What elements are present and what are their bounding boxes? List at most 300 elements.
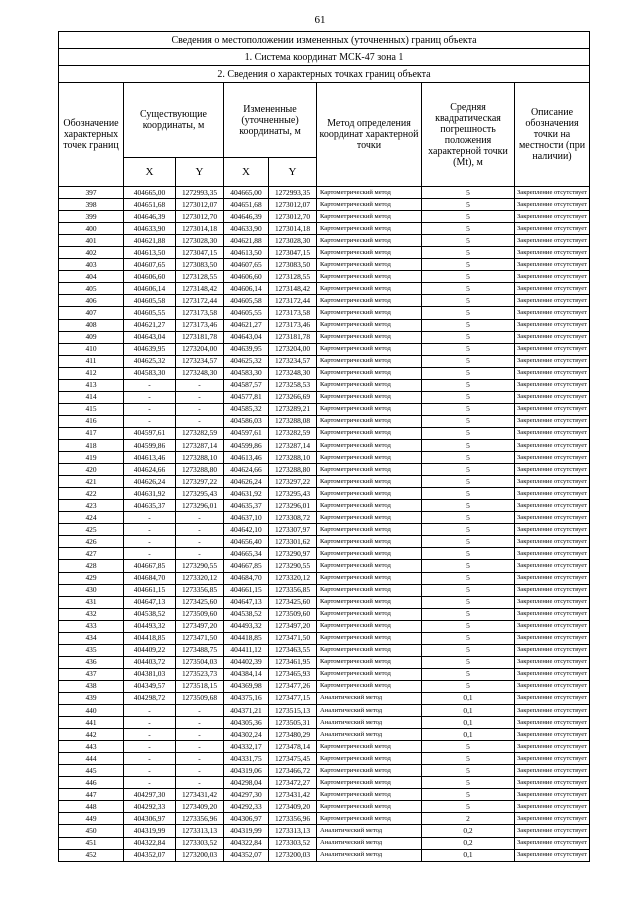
method-cell: Картометрический метод bbox=[317, 524, 422, 536]
coordinate-system-title: 1. Система координат МСК-47 зона 1 bbox=[59, 49, 590, 66]
existing-y-cell: 1273509,68 bbox=[176, 692, 224, 704]
error-cell: 5 bbox=[422, 331, 515, 343]
error-cell: 5 bbox=[422, 560, 515, 572]
changed-y-cell: 1273471,50 bbox=[269, 632, 317, 644]
point-number-cell: 436 bbox=[59, 656, 124, 668]
error-cell: 0,1 bbox=[422, 705, 515, 717]
description-cell: Закрепление отсутствует bbox=[515, 259, 590, 271]
table-row bbox=[59, 331, 590, 343]
changed-x-cell: 404605,58 bbox=[224, 295, 269, 307]
existing-y-cell: - bbox=[176, 379, 224, 391]
description-cell: Закрепление отсутствует bbox=[515, 476, 590, 488]
changed-y-cell: 1273480,29 bbox=[269, 729, 317, 741]
existing-x-cell: 404607,65 bbox=[124, 259, 176, 271]
table-row bbox=[59, 367, 590, 379]
point-number-cell: 426 bbox=[59, 536, 124, 548]
method-cell: Картометрический метод bbox=[317, 464, 422, 476]
changed-x-cell: 404625,32 bbox=[224, 355, 269, 367]
point-number-cell: 425 bbox=[59, 524, 124, 536]
error-cell: 5 bbox=[422, 777, 515, 789]
method-cell: Аналитический метод bbox=[317, 849, 422, 861]
error-cell: 5 bbox=[422, 439, 515, 451]
table-row bbox=[59, 439, 590, 451]
existing-x-cell: 404409,22 bbox=[124, 644, 176, 656]
changed-y-cell: 1273083,50 bbox=[269, 259, 317, 271]
changed-y-cell: 1273478,14 bbox=[269, 741, 317, 753]
point-number-cell: 417 bbox=[59, 427, 124, 439]
existing-x-cell: - bbox=[124, 403, 176, 415]
table-row bbox=[59, 512, 590, 524]
existing-y-cell: 1273320,12 bbox=[176, 572, 224, 584]
description-cell: Закрепление отсутствует bbox=[515, 717, 590, 729]
table-row bbox=[59, 343, 590, 355]
table-row bbox=[59, 753, 590, 765]
error-cell: 5 bbox=[422, 656, 515, 668]
existing-y-cell: 1273234,57 bbox=[176, 355, 224, 367]
table-row bbox=[59, 464, 590, 476]
existing-y-cell: - bbox=[176, 741, 224, 753]
existing-x-cell: 404493,32 bbox=[124, 620, 176, 632]
method-cell: Картометрический метод bbox=[317, 548, 422, 560]
description-cell: Закрепление отсутствует bbox=[515, 403, 590, 415]
method-cell: Картометрический метод bbox=[317, 403, 422, 415]
changed-y-cell: 1273173,58 bbox=[269, 307, 317, 319]
method-cell: Картометрический метод bbox=[317, 512, 422, 524]
existing-y-cell: - bbox=[176, 717, 224, 729]
existing-y-cell: 1273012,07 bbox=[176, 199, 224, 211]
description-cell: Закрепление отсутствует bbox=[515, 379, 590, 391]
point-number-cell: 419 bbox=[59, 452, 124, 464]
error-cell: 5 bbox=[422, 548, 515, 560]
changed-y-cell: 1273248,30 bbox=[269, 367, 317, 379]
error-cell: 5 bbox=[422, 584, 515, 596]
table-row bbox=[59, 729, 590, 741]
description-header: Описание обозначения точки на местности (при наличии) bbox=[515, 83, 590, 187]
error-cell: 5 bbox=[422, 235, 515, 247]
description-cell: Закрепление отсутствует bbox=[515, 765, 590, 777]
point-number-cell: 402 bbox=[59, 247, 124, 259]
changed-y-cell: 1273307,97 bbox=[269, 524, 317, 536]
error-cell: 5 bbox=[422, 680, 515, 692]
table-row bbox=[59, 572, 590, 584]
point-number-cell: 424 bbox=[59, 512, 124, 524]
existing-y-cell: - bbox=[176, 705, 224, 717]
changed-y-cell: 1273296,01 bbox=[269, 500, 317, 512]
point-number-cell: 414 bbox=[59, 391, 124, 403]
changed-y-cell: 1273287,14 bbox=[269, 439, 317, 451]
description-cell: Закрепление отсутствует bbox=[515, 632, 590, 644]
description-cell: Закрепление отсутствует bbox=[515, 427, 590, 439]
method-cell: Картометрический метод bbox=[317, 572, 422, 584]
table-row bbox=[59, 717, 590, 729]
table-row bbox=[59, 247, 590, 259]
point-number-cell: 437 bbox=[59, 668, 124, 680]
existing-x-cell: 404633,90 bbox=[124, 223, 176, 235]
changed-y-cell: 1273173,46 bbox=[269, 319, 317, 331]
description-cell: Закрепление отсутствует bbox=[515, 849, 590, 861]
existing-x-cell: 404665,00 bbox=[124, 187, 176, 199]
table-row bbox=[59, 560, 590, 572]
error-cell: 5 bbox=[422, 789, 515, 801]
table-row bbox=[59, 789, 590, 801]
existing-x-cell: 404322,84 bbox=[124, 837, 176, 849]
error-cell: 5 bbox=[422, 765, 515, 777]
changed-x-cell: 404411,12 bbox=[224, 644, 269, 656]
description-cell: Закрепление отсутствует bbox=[515, 596, 590, 608]
existing-x-cell: 404599,86 bbox=[124, 439, 176, 451]
method-cell: Картометрический метод bbox=[317, 741, 422, 753]
existing-x-cell: 404297,30 bbox=[124, 789, 176, 801]
existing-y-cell: - bbox=[176, 524, 224, 536]
changed-y-cell: 1273288,80 bbox=[269, 464, 317, 476]
description-cell: Закрепление отсутствует bbox=[515, 247, 590, 259]
error-cell: 5 bbox=[422, 596, 515, 608]
point-number-cell: 415 bbox=[59, 403, 124, 415]
changed-y-cell: 1273266,69 bbox=[269, 391, 317, 403]
table-row bbox=[59, 259, 590, 271]
point-number-cell: 450 bbox=[59, 825, 124, 837]
table-row bbox=[59, 271, 590, 283]
existing-y-cell: 1273012,70 bbox=[176, 211, 224, 223]
existing-x-cell: - bbox=[124, 705, 176, 717]
changed-x-cell: 404643,04 bbox=[224, 331, 269, 343]
changed-y-cell: 1273181,78 bbox=[269, 331, 317, 343]
existing-y-cell: - bbox=[176, 729, 224, 741]
point-number-cell: 420 bbox=[59, 464, 124, 476]
description-cell: Закрепление отсутствует bbox=[515, 295, 590, 307]
description-cell: Закрепление отсутствует bbox=[515, 644, 590, 656]
point-number-cell: 407 bbox=[59, 307, 124, 319]
changed-y-cell: 1273477,26 bbox=[269, 680, 317, 692]
existing-y-cell: 1273173,46 bbox=[176, 319, 224, 331]
changed-y-cell: 1273356,96 bbox=[269, 813, 317, 825]
existing-y-cell: 1272993,35 bbox=[176, 187, 224, 199]
point-number-cell: 443 bbox=[59, 741, 124, 753]
existing-y-cell: - bbox=[176, 512, 224, 524]
existing-y-cell: - bbox=[176, 403, 224, 415]
changed-x-cell: 404605,55 bbox=[224, 307, 269, 319]
table-row bbox=[59, 223, 590, 235]
changed-y-cell: 1273258,53 bbox=[269, 379, 317, 391]
existing-y-cell: 1273488,75 bbox=[176, 644, 224, 656]
error-cell: 5 bbox=[422, 608, 515, 620]
description-cell: Закрепление отсутствует bbox=[515, 235, 590, 247]
existing-y-cell: 1273200,03 bbox=[176, 849, 224, 861]
existing-x-cell: 404646,39 bbox=[124, 211, 176, 223]
changed-y-cell: 1273288,08 bbox=[269, 415, 317, 427]
table-row bbox=[59, 741, 590, 753]
existing-y-cell: 1273296,01 bbox=[176, 500, 224, 512]
description-cell: Закрепление отсутствует bbox=[515, 199, 590, 211]
table-row bbox=[59, 705, 590, 717]
existing-y-cell: 1273204,00 bbox=[176, 343, 224, 355]
changed-x-cell: 404577,81 bbox=[224, 391, 269, 403]
error-cell: 5 bbox=[422, 199, 515, 211]
changed-x-cell: 404607,65 bbox=[224, 259, 269, 271]
error-cell: 5 bbox=[422, 355, 515, 367]
existing-x-cell: 404349,57 bbox=[124, 680, 176, 692]
method-cell: Картометрический метод bbox=[317, 343, 422, 355]
changed-x-cell: 404493,32 bbox=[224, 620, 269, 632]
method-cell: Аналитический метод bbox=[317, 729, 422, 741]
table-row bbox=[59, 680, 590, 692]
method-cell: Картометрический метод bbox=[317, 199, 422, 211]
existing-y-cell: 1273248,30 bbox=[176, 367, 224, 379]
description-cell: Закрепление отсутствует bbox=[515, 211, 590, 223]
existing-x-cell: - bbox=[124, 379, 176, 391]
existing-y-cell: 1273028,30 bbox=[176, 235, 224, 247]
changed-y-cell: 1273012,07 bbox=[269, 199, 317, 211]
existing-y-cell: 1273497,20 bbox=[176, 620, 224, 632]
existing-y-cell: - bbox=[176, 753, 224, 765]
table-row bbox=[59, 187, 590, 199]
description-cell: Закрепление отсутствует bbox=[515, 560, 590, 572]
changed-x-cell: 404418,85 bbox=[224, 632, 269, 644]
error-cell: 5 bbox=[422, 367, 515, 379]
description-cell: Закрепление отсутствует bbox=[515, 307, 590, 319]
point-number-cell: 449 bbox=[59, 813, 124, 825]
changed-x-cell: 404661,15 bbox=[224, 584, 269, 596]
point-number-cell: 397 bbox=[59, 187, 124, 199]
table-row bbox=[59, 199, 590, 211]
changed-y-cell: 1273234,57 bbox=[269, 355, 317, 367]
method-cell: Картометрический метод bbox=[317, 259, 422, 271]
error-header: Средняя квадратическая погрешность положения характерной точки (Mt), м bbox=[422, 83, 515, 187]
changed-y-cell: 1273409,20 bbox=[269, 801, 317, 813]
description-cell: Закрепление отсутствует bbox=[515, 391, 590, 403]
description-cell: Закрепление отсутствует bbox=[515, 488, 590, 500]
method-cell: Картометрический метод bbox=[317, 439, 422, 451]
changed-y-cell: 1273028,30 bbox=[269, 235, 317, 247]
existing-x-cell: 404306,97 bbox=[124, 813, 176, 825]
changed-y-cell: 1273290,97 bbox=[269, 548, 317, 560]
existing-x-cell: - bbox=[124, 753, 176, 765]
existing-x-cell: - bbox=[124, 415, 176, 427]
changed-y-cell: 1273047,15 bbox=[269, 247, 317, 259]
existing-y-cell: 1273313,13 bbox=[176, 825, 224, 837]
method-cell: Картометрический метод bbox=[317, 801, 422, 813]
existing-x-cell: 404626,24 bbox=[124, 476, 176, 488]
error-cell: 0,1 bbox=[422, 717, 515, 729]
point-number-cell: 435 bbox=[59, 644, 124, 656]
existing-y-cell: 1273290,55 bbox=[176, 560, 224, 572]
method-cell: Картометрический метод bbox=[317, 753, 422, 765]
existing-y-cell: 1273303,52 bbox=[176, 837, 224, 849]
error-cell: 5 bbox=[422, 415, 515, 427]
table-row bbox=[59, 211, 590, 223]
description-cell: Закрепление отсутствует bbox=[515, 452, 590, 464]
existing-x-cell: 404606,60 bbox=[124, 271, 176, 283]
changed-x-cell: 404375,16 bbox=[224, 692, 269, 704]
changed-x-cell: 404651,68 bbox=[224, 199, 269, 211]
error-cell: 0,1 bbox=[422, 849, 515, 861]
point-number-cell: 416 bbox=[59, 415, 124, 427]
existing-y-cell: 1273172,44 bbox=[176, 295, 224, 307]
error-cell: 2 bbox=[422, 813, 515, 825]
existing-y-cell: 1273148,42 bbox=[176, 283, 224, 295]
description-cell: Закрепление отсутствует bbox=[515, 813, 590, 825]
existing-y-cell: - bbox=[176, 391, 224, 403]
point-number-cell: 413 bbox=[59, 379, 124, 391]
description-cell: Закрепление отсутствует bbox=[515, 584, 590, 596]
point-number-cell: 406 bbox=[59, 295, 124, 307]
existing-x-cell: 404605,58 bbox=[124, 295, 176, 307]
changed-x-cell: 404538,52 bbox=[224, 608, 269, 620]
changed-x-cell: 404597,61 bbox=[224, 427, 269, 439]
point-number-cell: 448 bbox=[59, 801, 124, 813]
point-number-cell: 433 bbox=[59, 620, 124, 632]
table-row bbox=[59, 415, 590, 427]
changed-x-cell: 404621,88 bbox=[224, 235, 269, 247]
existing-y-cell: 1273173,58 bbox=[176, 307, 224, 319]
changed-x-cell: 404646,39 bbox=[224, 211, 269, 223]
changed-x-cell: 404639,95 bbox=[224, 343, 269, 355]
changed-coordinates-header: Измененные (уточненные) координаты, м bbox=[224, 83, 317, 158]
description-cell: Закрепление отсутствует bbox=[515, 729, 590, 741]
method-cell: Аналитический метод bbox=[317, 692, 422, 704]
changed-x-cell: 404298,04 bbox=[224, 777, 269, 789]
point-number-cell: 440 bbox=[59, 705, 124, 717]
changed-y-cell: 1273497,20 bbox=[269, 620, 317, 632]
method-cell: Картометрический метод bbox=[317, 560, 422, 572]
method-cell: Картометрический метод bbox=[317, 307, 422, 319]
table-row bbox=[59, 608, 590, 620]
method-cell: Аналитический метод bbox=[317, 705, 422, 717]
changed-y-cell: 1273320,12 bbox=[269, 572, 317, 584]
description-cell: Закрепление отсутствует bbox=[515, 283, 590, 295]
point-number-cell: 452 bbox=[59, 849, 124, 861]
existing-x-cell: 404647,13 bbox=[124, 596, 176, 608]
existing-y-cell: 1273297,22 bbox=[176, 476, 224, 488]
method-cell: Картометрический метод bbox=[317, 367, 422, 379]
table-row bbox=[59, 391, 590, 403]
existing-x-cell: 404352,07 bbox=[124, 849, 176, 861]
description-cell: Закрепление отсутствует bbox=[515, 620, 590, 632]
changed-x-cell: 404613,46 bbox=[224, 452, 269, 464]
point-number-cell: 432 bbox=[59, 608, 124, 620]
description-cell: Закрепление отсутствует bbox=[515, 608, 590, 620]
error-cell: 5 bbox=[422, 211, 515, 223]
existing-x-cell: - bbox=[124, 512, 176, 524]
table-row bbox=[59, 765, 590, 777]
existing-x-cell: 404625,32 bbox=[124, 355, 176, 367]
table-row bbox=[59, 307, 590, 319]
error-cell: 5 bbox=[422, 427, 515, 439]
existing-coordinates-header: Существующие координаты, м bbox=[124, 83, 224, 158]
changed-y-cell: 1273313,13 bbox=[269, 825, 317, 837]
changed-x-cell: 404606,14 bbox=[224, 283, 269, 295]
changed-x-header: X bbox=[224, 158, 269, 187]
changed-x-cell: 404626,24 bbox=[224, 476, 269, 488]
changed-x-cell: 404637,10 bbox=[224, 512, 269, 524]
table-row bbox=[59, 319, 590, 331]
method-cell: Картометрический метод bbox=[317, 789, 422, 801]
error-cell: 5 bbox=[422, 801, 515, 813]
changed-x-cell: 404322,84 bbox=[224, 837, 269, 849]
method-cell: Картометрический метод bbox=[317, 452, 422, 464]
changed-x-cell: 404332,17 bbox=[224, 741, 269, 753]
existing-x-cell: 404418,85 bbox=[124, 632, 176, 644]
description-cell: Закрепление отсутствует bbox=[515, 512, 590, 524]
changed-x-cell: 404635,37 bbox=[224, 500, 269, 512]
designation-header: Обозначение характерных точек границ bbox=[59, 83, 124, 187]
description-cell: Закрепление отсутствует bbox=[515, 415, 590, 427]
changed-x-cell: 404665,00 bbox=[224, 187, 269, 199]
table-row bbox=[59, 488, 590, 500]
existing-x-cell: - bbox=[124, 729, 176, 741]
method-cell: Картометрический метод bbox=[317, 584, 422, 596]
existing-y-cell: - bbox=[176, 415, 224, 427]
point-number-cell: 423 bbox=[59, 500, 124, 512]
point-number-cell: 410 bbox=[59, 343, 124, 355]
point-number-cell: 405 bbox=[59, 283, 124, 295]
existing-y-cell: 1273047,15 bbox=[176, 247, 224, 259]
point-number-cell: 409 bbox=[59, 331, 124, 343]
existing-y-cell: 1273288,10 bbox=[176, 452, 224, 464]
error-cell: 5 bbox=[422, 403, 515, 415]
table-row bbox=[59, 548, 590, 560]
description-cell: Закрепление отсутствует bbox=[515, 367, 590, 379]
changed-x-cell: 404319,06 bbox=[224, 765, 269, 777]
table-row bbox=[59, 355, 590, 367]
method-cell: Картометрический метод bbox=[317, 488, 422, 500]
method-cell: Картометрический метод bbox=[317, 331, 422, 343]
changed-x-cell: 404599,86 bbox=[224, 439, 269, 451]
error-cell: 5 bbox=[422, 572, 515, 584]
changed-x-cell: 404647,13 bbox=[224, 596, 269, 608]
changed-x-cell: 404319,99 bbox=[224, 825, 269, 837]
description-cell: Закрепление отсутствует bbox=[515, 777, 590, 789]
changed-y-cell: 1273308,72 bbox=[269, 512, 317, 524]
table-body bbox=[59, 187, 590, 862]
existing-y-cell: 1273518,15 bbox=[176, 680, 224, 692]
method-cell: Картометрический метод bbox=[317, 500, 422, 512]
changed-x-cell: 404306,97 bbox=[224, 813, 269, 825]
error-cell: 5 bbox=[422, 632, 515, 644]
existing-x-cell: - bbox=[124, 548, 176, 560]
method-cell: Картометрический метод bbox=[317, 415, 422, 427]
existing-x-cell: - bbox=[124, 524, 176, 536]
error-cell: 5 bbox=[422, 620, 515, 632]
method-cell: Картометрический метод bbox=[317, 211, 422, 223]
changed-y-cell: 1273303,52 bbox=[269, 837, 317, 849]
description-cell: Закрепление отсутствует bbox=[515, 464, 590, 476]
method-cell: Картометрический метод bbox=[317, 668, 422, 680]
boundary-points-table bbox=[58, 31, 590, 862]
error-cell: 5 bbox=[422, 379, 515, 391]
changed-x-cell: 404371,21 bbox=[224, 705, 269, 717]
table-row bbox=[59, 283, 590, 295]
table-row bbox=[59, 427, 590, 439]
error-cell: 5 bbox=[422, 259, 515, 271]
existing-x-cell: 404319,99 bbox=[124, 825, 176, 837]
point-number-cell: 399 bbox=[59, 211, 124, 223]
error-cell: 5 bbox=[422, 500, 515, 512]
existing-x-cell: 404624,66 bbox=[124, 464, 176, 476]
error-cell: 5 bbox=[422, 512, 515, 524]
table-row bbox=[59, 403, 590, 415]
existing-x-cell: 404621,27 bbox=[124, 319, 176, 331]
existing-y-cell: 1273409,20 bbox=[176, 801, 224, 813]
method-cell: Картометрический метод bbox=[317, 644, 422, 656]
existing-x-cell: 404635,37 bbox=[124, 500, 176, 512]
description-cell: Закрепление отсутствует bbox=[515, 572, 590, 584]
method-header: Метод определения координат характерной точки bbox=[317, 83, 422, 187]
description-cell: Закрепление отсутствует bbox=[515, 187, 590, 199]
changed-y-cell: 1273289,21 bbox=[269, 403, 317, 415]
table-row bbox=[59, 620, 590, 632]
existing-x-header: X bbox=[124, 158, 176, 187]
